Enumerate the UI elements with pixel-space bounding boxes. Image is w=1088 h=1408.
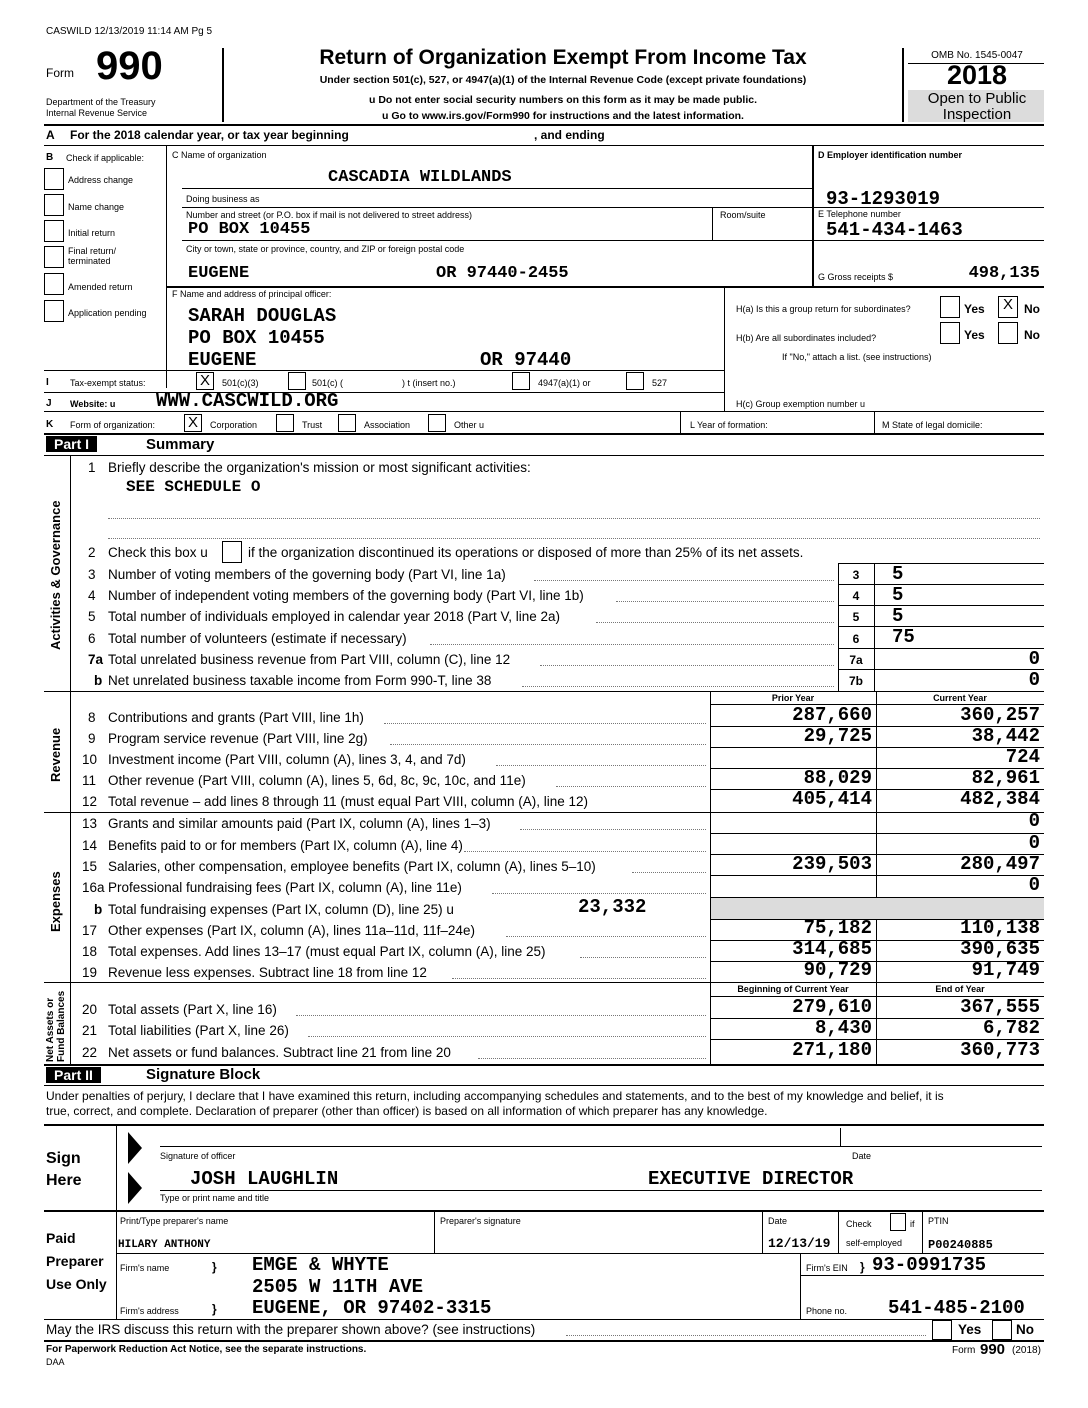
sign-arrow-icon	[128, 1132, 142, 1164]
omb-number: OMB No. 1545-0047	[931, 50, 1023, 61]
rev-row-text: Program service revenue (Part VIII, line 2g)	[108, 731, 368, 746]
hb-no-checkbox[interactable]	[998, 322, 1018, 344]
line1-answer: SEE SCHEDULE O	[126, 478, 261, 496]
discuss-no-checkbox[interactable]	[992, 1320, 1012, 1340]
row-k-text: Form of organization:	[70, 420, 156, 430]
gross-receipts-label: G Gross receipts $	[818, 272, 894, 282]
rev-row-current: 360,257	[960, 704, 1040, 726]
state-domicile-label: M State of legal domicile:	[882, 420, 983, 430]
eoy-header: End of Year	[935, 984, 985, 994]
rev-row-current: 38,442	[971, 725, 1040, 747]
gov-row-box: 3	[852, 568, 860, 582]
room-label: Room/suite	[720, 210, 766, 220]
gov-row-num: 4	[88, 588, 96, 603]
h-note: If "No," attach a list. (see instructions)	[782, 352, 932, 362]
firm-ein: 93-0991735	[872, 1254, 987, 1276]
officer-state-zip: OR 97440	[480, 349, 572, 371]
net-row-num: 20	[82, 1002, 98, 1017]
rev-row-prior: 88,029	[803, 767, 872, 789]
rev-row-text: Investment income (Part VIII, column (A), lines 3, 4, and 7d)	[108, 752, 466, 767]
rev-row-num: 10	[82, 752, 98, 767]
org-city: EUGENE	[188, 264, 250, 283]
gov-row-text: Number of voting members of the governing body (Part VI, line 1a)	[108, 567, 506, 582]
net-row-num: 22	[82, 1045, 98, 1060]
officer-name: SARAH DOUGLAS	[188, 305, 337, 327]
trust-checkbox[interactable]	[276, 414, 294, 432]
firm-address-brace: }	[212, 1302, 217, 1316]
rev-row-current: 724	[1005, 746, 1040, 768]
website-value[interactable]: WWW.CASCWILD.ORG	[156, 390, 339, 412]
preparer-label: Preparer	[46, 1253, 104, 1269]
boy-header: Beginning of Current Year	[737, 984, 849, 994]
preparer-name-label: Print/Type preparer's name	[120, 1216, 229, 1226]
firm-address-1: 2505 W 11TH AVE	[252, 1276, 424, 1298]
row-a-text: For the 2018 calendar year, or tax year beginning	[70, 128, 349, 142]
ha-label: H(a) Is this a group return for subordinates?	[736, 304, 911, 314]
firm-name: EMGE & WHYTE	[252, 1254, 389, 1276]
amended-return-checkbox[interactable]	[44, 273, 64, 295]
form-label: Form	[46, 66, 74, 80]
gov-row-text: Total number of volunteers (estimate if necessary)	[108, 631, 407, 646]
rev-row-text: Contributions and grants (Part VIII, line 1h)	[108, 710, 364, 725]
gov-row-box: 5	[852, 610, 860, 624]
rev-row-prior: 287,660	[792, 704, 872, 726]
officer-signature-label: Signature of officer	[160, 1151, 236, 1161]
other-label: Other u	[454, 420, 485, 430]
firm-ein-label: Firm's EIN	[806, 1263, 848, 1273]
status-527-label: 527	[652, 378, 668, 388]
officer-city: EUGENE	[188, 349, 257, 371]
self-employed-checkbox[interactable]	[890, 1213, 906, 1231]
firm-name-label: Firm's name	[120, 1263, 170, 1273]
net-row-text: Total liabilities (Part X, line 26)	[108, 1023, 289, 1038]
part1-tag: Part I	[46, 436, 97, 452]
footer-form-label: Form	[952, 1345, 976, 1356]
hb-label: H(b) Are all subordinates included?	[736, 333, 877, 343]
use-only-label: Use Only	[46, 1276, 107, 1292]
ssn-note: u Do not enter social security numbers on this form as it may be made public.	[368, 94, 757, 106]
footer-form-year: (2018)	[1012, 1345, 1041, 1356]
net-row-current: 367,555	[960, 996, 1040, 1018]
exp-row-current: 0	[1028, 874, 1040, 896]
line16b-text: Total fundraising expenses (Part IX, column (D), line 25) u	[108, 902, 454, 917]
amended-return-label: Amended return	[68, 282, 133, 292]
city-label: City or town, state or province, country, and ZIP or foreign postal code	[186, 244, 465, 254]
row-i-text: Tax-exempt status:	[70, 378, 146, 388]
net-row-prior: 271,180	[792, 1039, 872, 1061]
dba-label: Doing business as	[186, 194, 260, 204]
exp-row-text: Other expenses (Part IX, column (A), lines 11a–11d, 11f–24e)	[108, 923, 475, 938]
final-return-checkbox[interactable]	[44, 246, 64, 268]
exp-row-prior: 239,503	[792, 853, 872, 875]
exp-row-current: 0	[1028, 810, 1040, 832]
gov-row-text: Total unrelated business revenue from Part VIII, column (C), line 12	[108, 652, 511, 667]
ptin-label: PTIN	[928, 1216, 949, 1226]
status-501c3-label: 501(c)(3)	[222, 378, 259, 388]
daa-label: DAA	[46, 1357, 65, 1367]
preparer-signature-label: Preparer's signature	[440, 1216, 521, 1226]
ha-yes-checkbox[interactable]	[940, 296, 960, 318]
status-501c3-checkbox[interactable]: X	[196, 372, 214, 390]
org-name: CASCADIA WILDLANDS	[328, 168, 512, 187]
perjury-text-1: Under penalties of perjury, I declare that I have examined this return, including accompanying schedules and statements, and to the best of my knowledge and belief, it is	[46, 1089, 944, 1103]
rev-row-prior: 29,725	[803, 725, 872, 747]
exp-row-num: 14	[82, 838, 98, 853]
corporation-checkbox[interactable]: X	[184, 414, 202, 432]
application-pending-label: Application pending	[68, 308, 147, 318]
exp-row-current: 110,138	[960, 917, 1040, 939]
current-year-header: Current Year	[933, 693, 987, 703]
line1-text: Briefly describe the organization's mission or most significant activities:	[108, 460, 531, 475]
exp-row-prior: 75,182	[803, 917, 872, 939]
gov-row-text: Net unrelated business taxable income from Form 990-T, line 38	[108, 673, 492, 688]
if-label: if	[910, 1219, 915, 1229]
rev-row-num: 8	[88, 710, 96, 725]
gov-row-num: 3	[88, 567, 96, 582]
status-4947-label: 4947(a)(1) or	[538, 378, 591, 388]
check-label: Check	[846, 1219, 872, 1229]
firm-phone: 541-485-2100	[888, 1297, 1025, 1319]
gov-row-value: 5	[892, 563, 904, 585]
net-row-prior: 8,430	[814, 1017, 872, 1039]
gov-row-value: 0	[1028, 669, 1040, 691]
hb-no-label: No	[1024, 328, 1040, 342]
exp-row-text: Total expenses. Add lines 13–17 (must equal Part IX, column (A), line 25)	[108, 944, 546, 959]
ein-value: 93-1293019	[826, 188, 941, 210]
ein-label: D Employer identification number	[818, 150, 963, 160]
net-row-num: 21	[82, 1023, 98, 1038]
print-stamp: CASWILD 12/13/2019 11:14 AM Pg 5	[46, 26, 213, 37]
exp-row-current: 0	[1028, 832, 1040, 854]
open-public-2: Inspection	[942, 106, 1012, 123]
officer-print-title: EXECUTIVE DIRECTOR	[648, 1168, 854, 1190]
net-row-current: 6,782	[982, 1017, 1040, 1039]
paid-label: Paid	[46, 1230, 76, 1246]
exp-row-prior: 90,729	[803, 959, 872, 981]
status-4947-checkbox[interactable]	[512, 372, 530, 390]
officer-signature-line[interactable]	[160, 1146, 1042, 1147]
firm-ein-brace: }	[860, 1260, 865, 1274]
side-label-revenue: Revenue	[48, 727, 63, 782]
gov-row-box: 4	[852, 589, 860, 603]
hb-yes-label: Yes	[964, 328, 985, 342]
footer-form-number: 990	[980, 1341, 1006, 1358]
firm-address-2: EUGENE, OR 97402-3315	[252, 1297, 492, 1319]
firm-name-brace: }	[212, 1260, 217, 1274]
org-state-zip: OR 97440-2455	[436, 264, 569, 283]
net-row-current: 360,773	[960, 1039, 1040, 1061]
row-j-text: Website: u	[70, 399, 116, 409]
side-label-net1: Net Assets or	[45, 997, 56, 1062]
phone-label: E Telephone number	[818, 209, 901, 219]
gov-row-num: 7a	[88, 652, 104, 667]
gov-row-text: Number of independent voting members of the governing body (Part VI, line 1b)	[108, 588, 584, 603]
line16b-num: b	[94, 902, 103, 917]
irs-label: Internal Revenue Service	[46, 108, 148, 118]
rev-row-text: Other revenue (Part VIII, column (A), lines 5, 6d, 8c, 9c, 10c, and 11e)	[108, 773, 526, 788]
gov-row-value: 75	[892, 626, 915, 648]
self-employed-label: self-employed	[846, 1238, 903, 1248]
side-label-net2: Fund Balances	[56, 990, 67, 1062]
line2-num: 2	[88, 545, 96, 560]
discuss-yes-checkbox[interactable]	[932, 1320, 952, 1340]
gov-row-num: 6	[88, 631, 96, 646]
application-pending-checkbox[interactable]	[44, 300, 64, 322]
row-i-label: I	[46, 377, 49, 388]
gov-row-value: 5	[892, 605, 904, 627]
exp-row-text: Revenue less expenses. Subtract line 18 from line 12	[108, 965, 427, 980]
firm-address-label: Firm's address	[120, 1306, 179, 1316]
gov-row-value: 0	[1028, 648, 1040, 670]
gov-row-box: 7a	[849, 653, 863, 667]
trust-label: Trust	[302, 420, 323, 430]
discuss-no-label: No	[1016, 1322, 1034, 1337]
gov-row-num: 5	[88, 609, 96, 624]
ha-yes-label: Yes	[964, 302, 985, 316]
exp-row-num: 16a	[82, 880, 105, 895]
line16b-value: 23,332	[578, 896, 647, 918]
preparer-name: HILARY ANTHONY	[118, 1239, 211, 1251]
side-label-gov: Activities & Governance	[48, 500, 63, 650]
exp-row-prior: 314,685	[792, 938, 872, 960]
gov-row-box: 7b	[848, 674, 863, 688]
rev-row-num: 12	[82, 794, 98, 809]
street-label: Number and street (or P.O. box if mail is not delivered to street address)	[186, 210, 472, 220]
gov-row-text: Total number of individuals employed in calendar year 2018 (Part V, line 2a)	[108, 609, 561, 624]
row-j-label: J	[46, 398, 52, 409]
form-title: Return of Organization Exempt From Income Tax	[319, 46, 807, 69]
exp-row-text: Grants and similar amounts paid (Part IX, column (A), lines 1–3)	[108, 816, 491, 831]
type-print-label: Type or print name and title	[160, 1193, 270, 1203]
perjury-text-2: true, correct, and complete. Declaration of preparer (other than officer) is based on all information of which preparer has any knowledge.	[46, 1104, 768, 1118]
exp-row-text: Professional fundraising fees (Part IX, column (A), line 11e)	[108, 880, 462, 895]
instructions-note: u Go to www.irs.gov/Form990 for instructions and the latest information.	[382, 110, 744, 122]
form-number: 990	[96, 44, 163, 88]
status-501c-label: 501(c) (	[312, 378, 344, 388]
initial-return-checkbox[interactable]	[44, 220, 64, 242]
terminated-label: terminated	[68, 256, 111, 266]
net-row-text: Net assets or fund balances. Subtract line 21 from line 20	[108, 1045, 451, 1060]
form-subtitle: Under section 501(c), 527, or 4947(a)(1) of the Internal Revenue Code (except private foundations)	[319, 74, 807, 86]
name-change-label: Name change	[68, 202, 125, 212]
officer-date-label: Date	[852, 1151, 872, 1161]
part2-title: Signature Block	[146, 1066, 261, 1083]
preparer-date-label: Date	[768, 1216, 788, 1226]
officer-address: PO BOX 10455	[188, 327, 325, 349]
dept-treasury: Department of the Treasury	[46, 97, 156, 107]
open-public-1: Open to Public	[927, 90, 1027, 107]
discuss-yes-label: Yes	[958, 1322, 982, 1337]
rev-row-prior: 405,414	[792, 788, 872, 810]
discuss-question: May the IRS discuss this return with the preparer shown above? (see instructions)	[46, 1322, 536, 1337]
firm-phone-label: Phone no.	[806, 1306, 848, 1316]
net-row-prior: 279,610	[792, 996, 872, 1018]
other-checkbox[interactable]	[428, 414, 446, 432]
status-501c-insert: ) t (insert no.)	[402, 378, 456, 388]
rev-row-num: 9	[88, 731, 96, 746]
status-501c-checkbox[interactable]	[288, 372, 306, 390]
side-label-expenses: Expenses	[48, 871, 63, 932]
officer-print-name: JOSH LAUGHLIN	[190, 1168, 339, 1190]
exp-row-current: 390,635	[960, 938, 1040, 960]
gov-row-value: 5	[892, 584, 904, 606]
line2-checkbox[interactable]	[222, 541, 242, 563]
row-b-title: Check if applicable:	[66, 153, 145, 163]
year-formation-label: L Year of formation:	[690, 420, 768, 430]
initial-return-label: Initial return	[68, 228, 116, 238]
rev-row-text: Total revenue – add lines 8 through 11 (must equal Part VIII, column (A), line 12)	[108, 794, 589, 809]
rev-row-current: 482,384	[960, 788, 1040, 810]
org-street: PO BOX 10455	[188, 220, 311, 239]
exp-row-current: 280,497	[960, 853, 1040, 875]
part2-tag: Part II	[46, 1067, 101, 1083]
address-change-checkbox[interactable]	[44, 168, 64, 190]
here-label: Here	[46, 1172, 82, 1189]
exp-row-current: 91,749	[971, 959, 1040, 981]
line2-text-a: Check this box u	[108, 545, 208, 560]
rev-row-current: 82,961	[971, 767, 1040, 789]
rev-row-num: 11	[82, 773, 97, 788]
ha-no-label: No	[1024, 302, 1040, 316]
hb-yes-checkbox[interactable]	[940, 322, 960, 344]
row-b-label: B	[46, 152, 54, 163]
ha-no-checkbox[interactable]: X	[998, 296, 1018, 318]
net-row-text: Total assets (Part X, line 16)	[108, 1002, 277, 1017]
final-return-label: Final return/	[68, 246, 117, 256]
tax-year: 2018	[946, 60, 1008, 90]
paperwork-notice: For Paperwork Reduction Act Notice, see the separate instructions.	[46, 1344, 367, 1355]
hc-label: H(c) Group exemption number u	[736, 399, 866, 409]
phone-value: 541-434-1463	[826, 219, 963, 241]
row-a-label: A	[46, 128, 55, 142]
org-name-label: C Name of organization	[172, 150, 267, 160]
gov-row-num: b	[94, 673, 103, 688]
line2-text-b: if the organization discontinued its operations or disposed of more than 25% of its net assets.	[248, 545, 804, 560]
sign-label: Sign	[46, 1150, 81, 1167]
gov-row-box: 6	[852, 632, 860, 646]
exp-row-num: 13	[82, 816, 98, 831]
exp-row-num: 15	[82, 859, 98, 874]
officer-label: F Name and address of principal officer:	[172, 289, 332, 299]
association-checkbox[interactable]	[338, 414, 356, 432]
status-527-checkbox[interactable]	[626, 372, 644, 390]
preparer-date: 12/13/19	[768, 1236, 831, 1251]
name-change-checkbox[interactable]	[44, 194, 64, 216]
exp-row-num: 17	[82, 923, 98, 938]
preparer-ptin: P00240885	[928, 1238, 993, 1252]
row-a-ending: , and ending	[534, 128, 605, 142]
address-change-label: Address change	[68, 175, 134, 185]
sign-arrow-icon	[128, 1172, 142, 1204]
exp-row-num: 19	[82, 965, 98, 980]
exp-row-text: Benefits paid to or for members (Part IX, column (A), line 4)	[108, 838, 463, 853]
prior-year-header: Prior Year	[771, 693, 815, 703]
exp-row-text: Salaries, other compensation, employee benefits (Part IX, column (A), lines 5–10)	[108, 859, 596, 874]
row-k-label: K	[46, 419, 54, 430]
corporation-label: Corporation	[210, 420, 258, 430]
association-label: Association	[364, 420, 411, 430]
line1-num: 1	[88, 460, 96, 475]
part1-title: Summary	[146, 436, 215, 453]
exp-row-num: 18	[82, 944, 98, 959]
gross-receipts-value: 498,135	[968, 264, 1040, 283]
